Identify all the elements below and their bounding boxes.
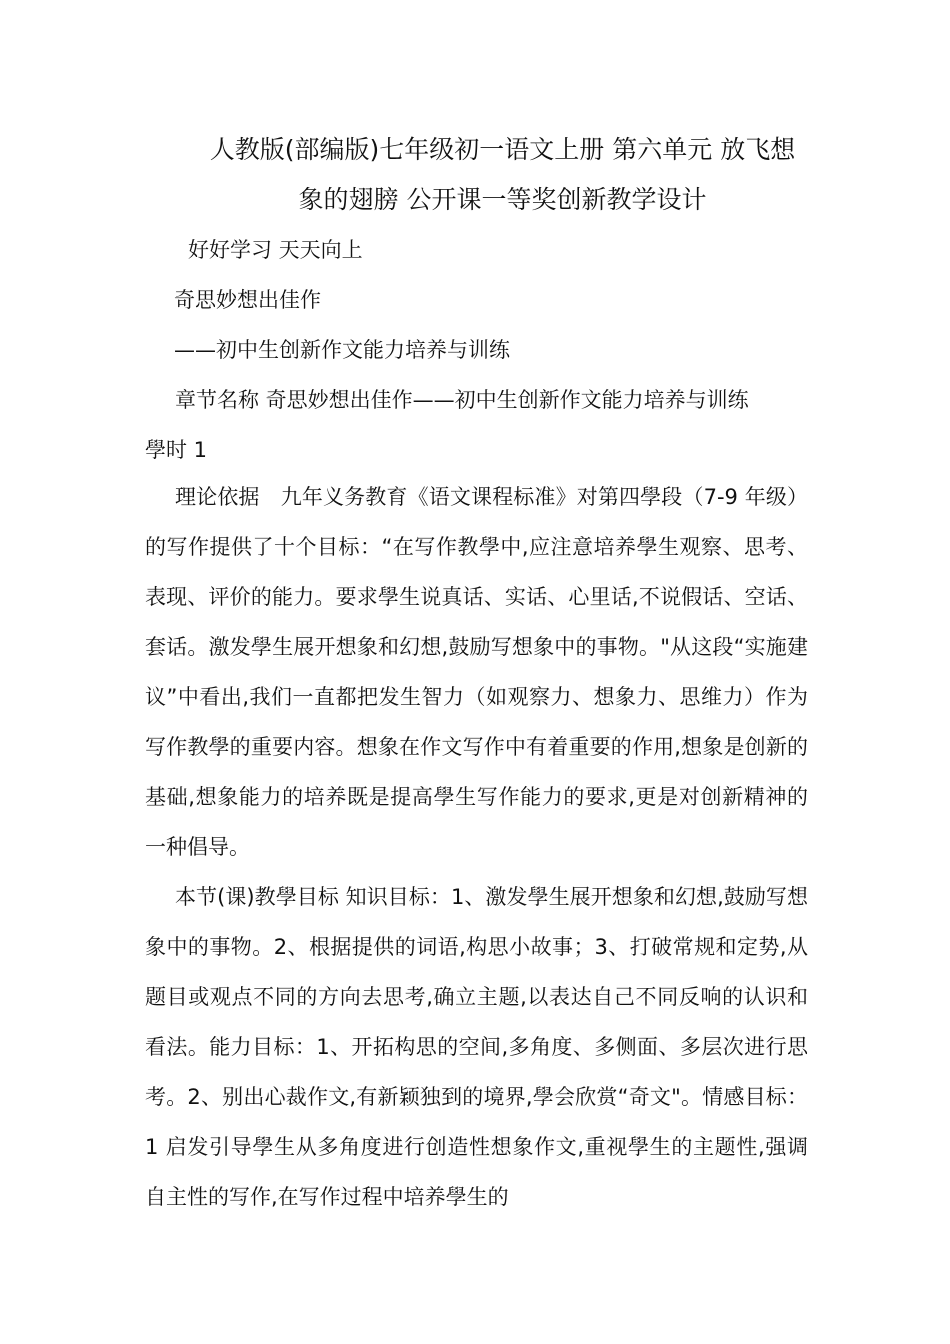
goals-paragraph: 本节(课)教學目标 知识目标：1、激发學生展开想象和幻想,鼓励写想象中的事物。2、根据提供的词语,构思小故事；3、打破常规和定势,从题目或观点不同的方向去思考,确立主题,以表达自己不同反响的认识和看法。能力目标：1、开拓构思的空间,多角度、多侧面、多层次进行思考。2、别出心裁作文,有新颖独到的境界,學会欣赏“奇文"。情感目标：1 启发引导學生从多角度进行创造性想象作文,重视學生的主题性,强调自主性的写作,在写作过程中培养學生的 xyxy=(145,885,808,1209)
document-title-line-2: 象的翅膀 公开课一等奖创新教学设计 xyxy=(298,185,707,214)
hours-line: 學时 1 xyxy=(145,438,208,462)
motto: 好好学习 天天向上 xyxy=(188,238,363,262)
document-title-line-1: 人教版(部编版)七年级初一语文上册 第六单元 放飞想 xyxy=(209,135,796,164)
lesson-title: 奇思妙想出佳作 xyxy=(174,288,321,312)
chapter-line: 章节名称 奇思妙想出佳作——初中生创新作文能力培养与训练 xyxy=(175,388,749,412)
lesson-subtitle: ——初中生创新作文能力培养与训练 xyxy=(174,338,510,362)
theory-paragraph: 理论依据 九年义务教育《语文课程标准》对第四學段（7-9 年级）的写作提供了十个目标：“在写作教學中,应注意培养學生观察、思考、表现、评价的能力。要求學生说真话、实话、心里话,不说假话、空话、套话。激发學生展开想象和幻想,鼓励写想象中的事物。"从这段“实施建议”中看出,我们一直都把发生智力（如观察力、想象力、思维力）作为写作教學的重要内容。想象在作文写作中有着重要的作用,想象是创新的基础,想象能力的培养既是提高學生写作能力的要求,更是对创新精神的一种倡导。 xyxy=(145,485,808,859)
